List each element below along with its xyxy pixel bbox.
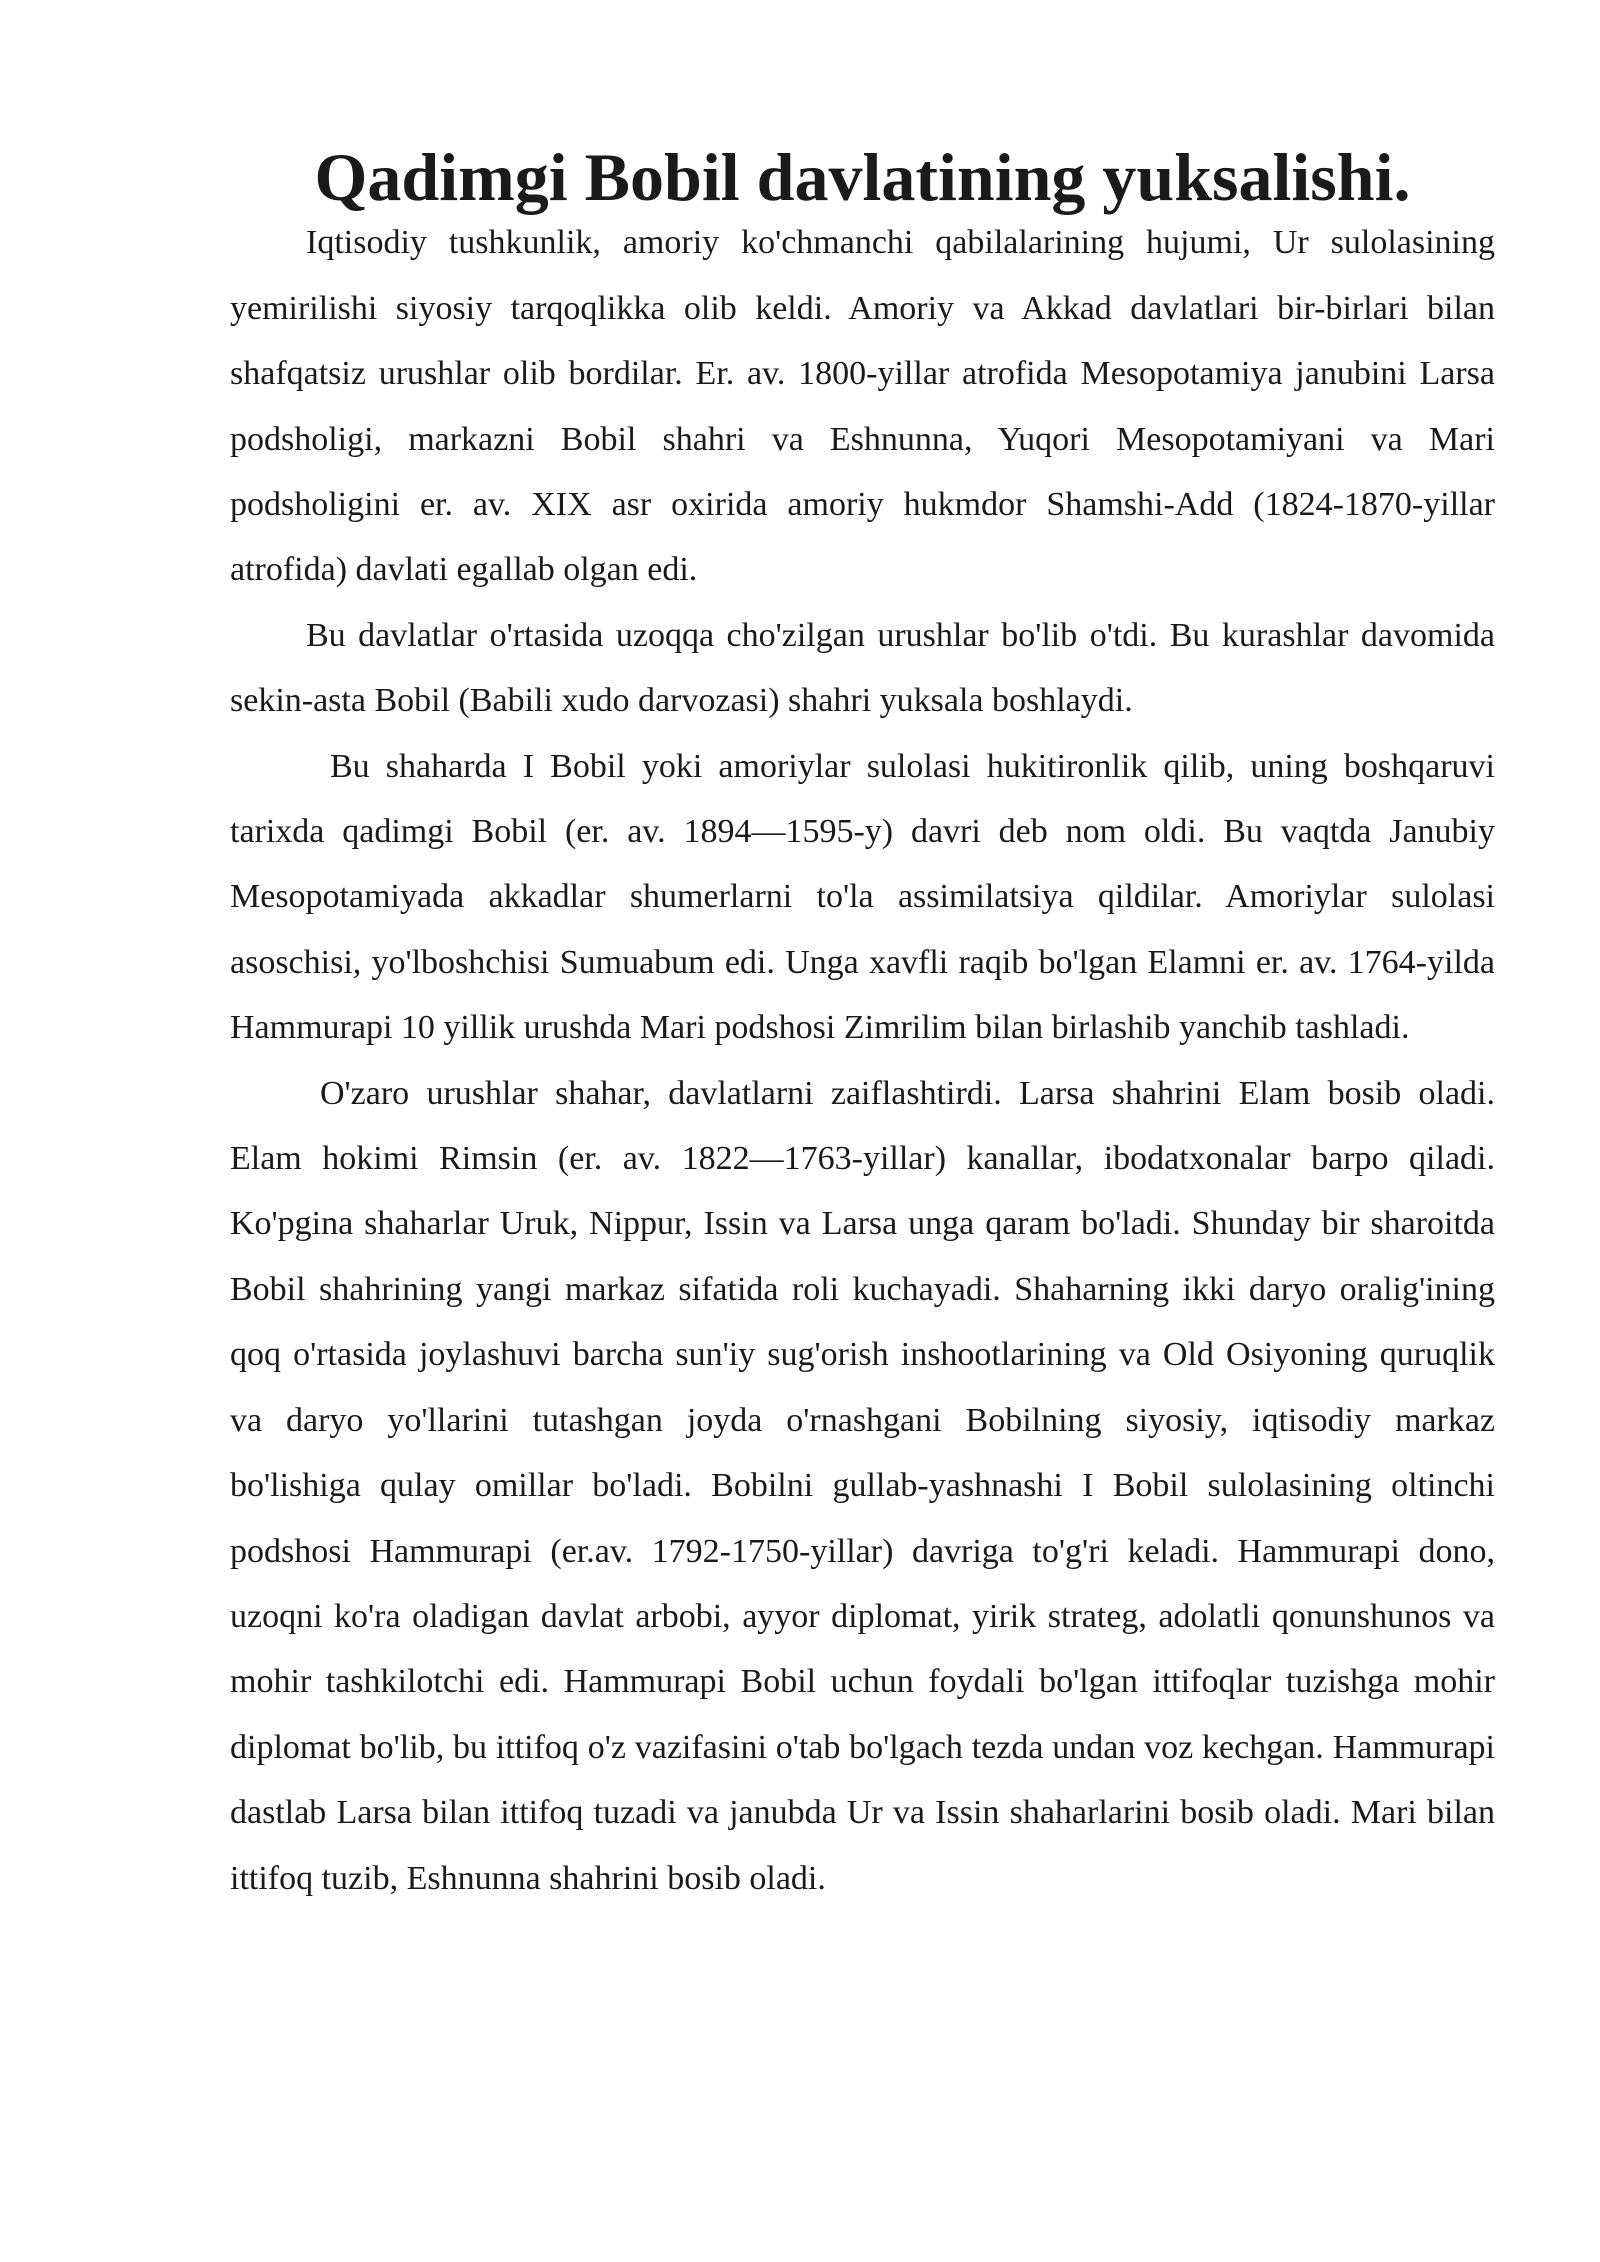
paragraph-4: O'zaro urushlar shahar, davlatlarni zaiflashtirdi. Larsa shahrini Elam bosib oladi. Elam hokimi Rimsin (er. av. 1822—1763-yillar) kanallar, ibodatxonalar barpo qiladi. Ko'pgina shaharlar Uruk, Nippur, Issin va Larsa unga qaram bo'ladi. Shunday bir sharoitda Bobil shahrining yangi markaz sifatida roli kuchayadi. Shaharning ikki daryo oralig'ining qoq o'rtasida joylashuvi barcha sun'iy sug'orish inshootlarining va Old Osiyoning quruqlik va daryo yo'llarini tutashgan joyda o'rnashgani Bobilning siyosiy, iqtisodiy markaz bo'lishiga qulay omillar bo'ladi. Bobilni gullab-yashnashi I Bobil sulolasining oltinchi podshosi Hammurapi (er.av. 1792-1750-yillar) davriga to'g'ri keladi. Hammurapi dono, uzoqni ko'ra oladigan davlat arbobi, ayyor diplomat, yirik strateg, adolatli qonunshunos va mohir tashkilotchi edi. Hammurapi Bobil uchun foydali bo'lgan ittifoqlar tuzishga mohir diplomat bo'lib, bu ittifoq o'z vazifasini o'tab bo'lgach tezda undan voz kechgan. Hammurapi dastlab Larsa bilan ittifoq tuzadi va janubda Ur va Issin shaharlarini bosib oladi. Mari bilan ittifoq tuzib, Eshnunna shahrini bosib oladi. bbox=[230, 1074, 1495, 1897]
paragraph-1: Iqtisodiy tushkunlik, amoriy ko'chmanchi qabilalarining hujumi, Ur sulolasining yemirilishi siyosiy tarqoqlikka olib keldi. Amoriy va Akkad davlatlari bir-birlari bilan shafqatsiz urushlar olib bordilar. Er. av. 1800-yillar atrofida Mesopotamiya janubini Larsa podsholigi, markazni Bobil shahri va Eshnunna, Yuqori Mesopotamiyani va Mari podsholigini er. av. XIX asr oxirida amoriy hukmdor Shamshi-Add (1824-1870-yillar atrofida) davlati egallab olgan edi. bbox=[230, 224, 1495, 589]
paragraph-3: Bu shaharda I Bobil yoki amoriylar sulolasi hukitironlik qilib, uning boshqaruvi tarixda qadimgi Bobil (er. av. 1894—1595-y) davri deb nom oldi. Bu vaqtda Janubiy Mesopotamiyada akkadlar shumerlarni to'la assimilatsiya qildilar. Amoriylar sulolasi asoschisi, yo'lboshchisi Sumuabum edi. Unga xavfli raqib bo'lgan Elamni er. av. 1764-yilda Hammurapi 10 yillik urushda Mari podshosi Zimrilim bilan birlashib yanchib tashladi. bbox=[230, 747, 1495, 1047]
paragraph-2: Bu davlatlar o'rtasida uzoqqa cho'zilgan urushlar bo'lib o'tdi. Bu kurashlar davomida sekin-asta Bobil (Babili xudo darvozasi) shahri yuksala boshlaydi. bbox=[230, 616, 1495, 720]
document-title: Qadimgi Bobil davlatining yuksalishi. bbox=[314, 139, 1411, 215]
document-page bbox=[230, 139, 1495, 1911]
